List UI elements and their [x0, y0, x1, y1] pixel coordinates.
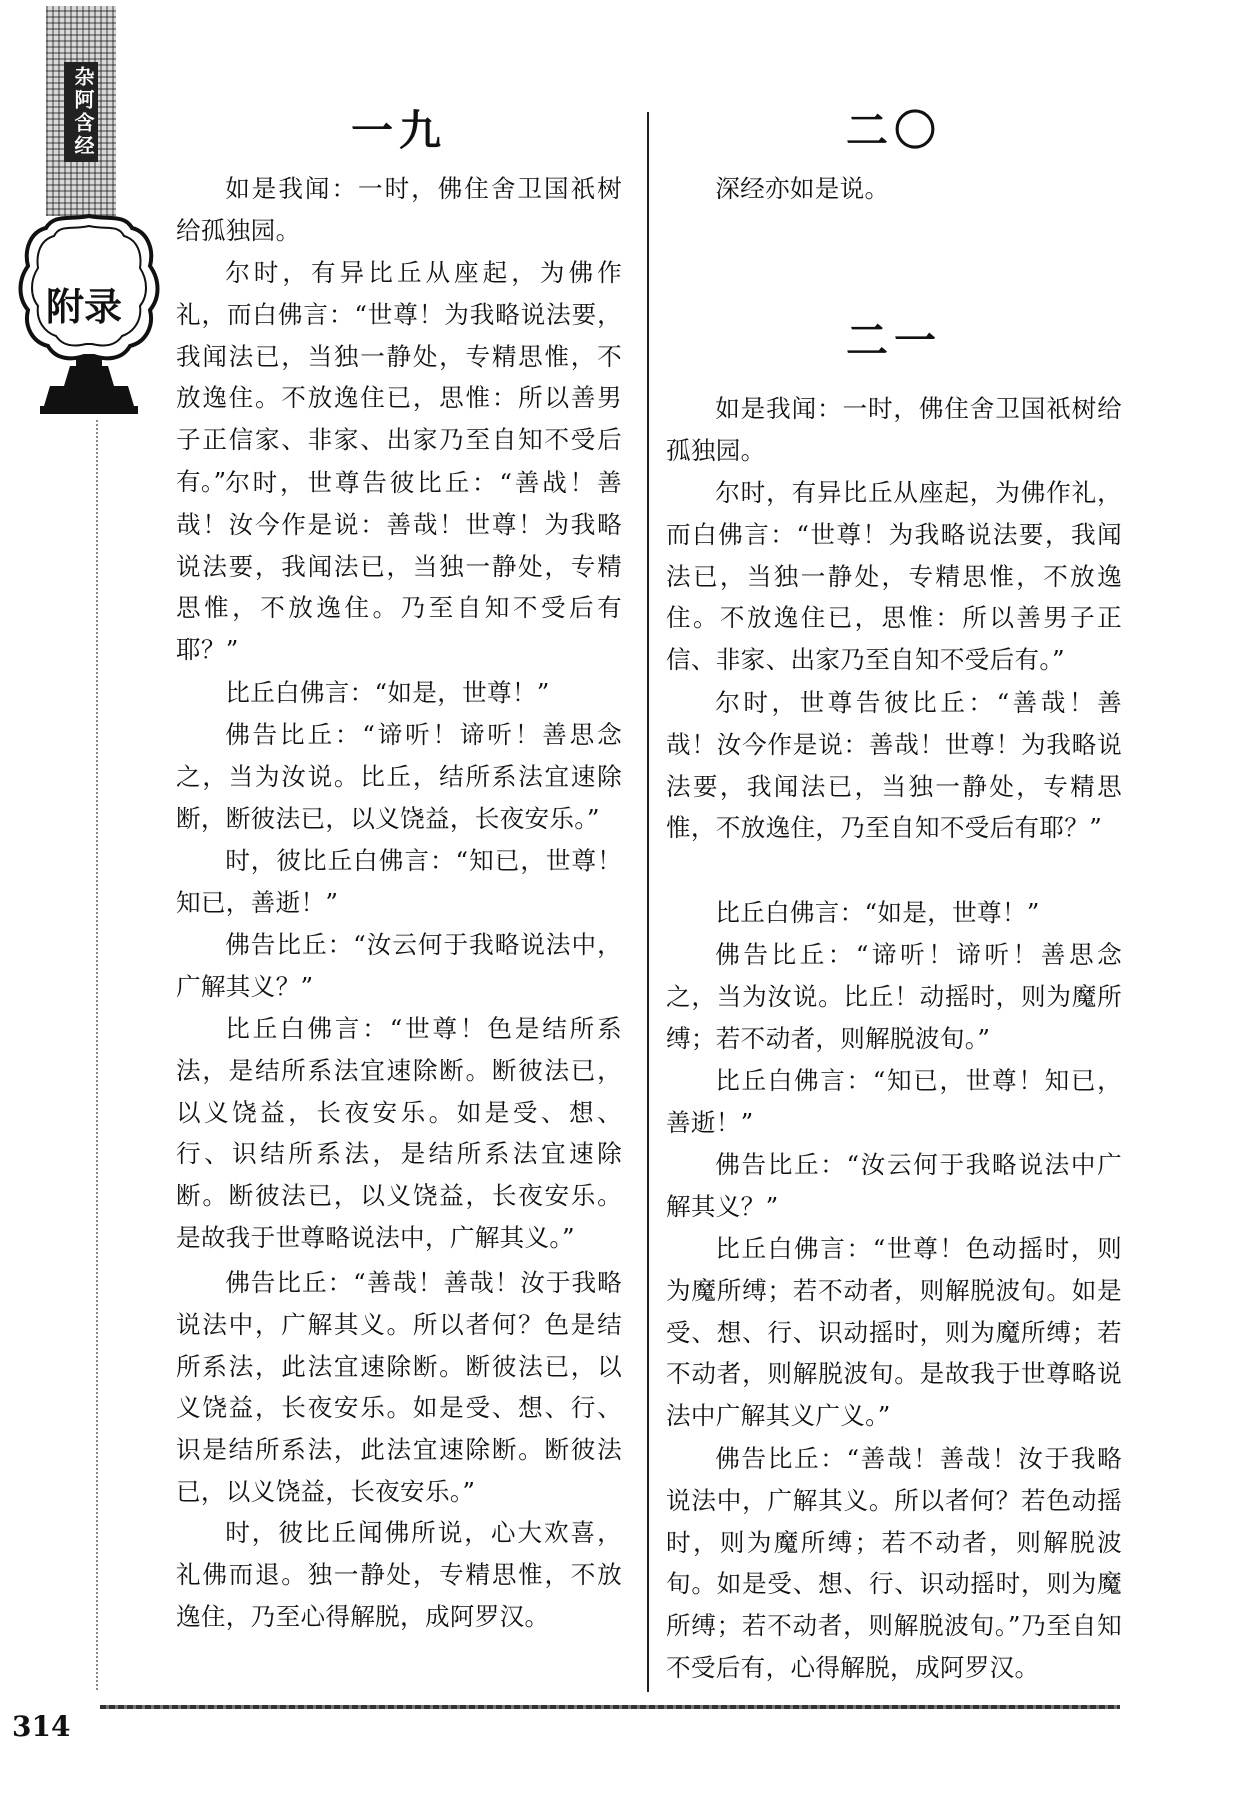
paragraph: 佛告比丘：“谛听！谛听！善思念之，当为汝说。比丘！动摇时，则为魔所缚；若不动者，则解脱波旬。” [666, 940, 1122, 1053]
section-title-21: 二一 [845, 316, 942, 365]
paragraph: 如是我闻：一时，佛住舍卫国祇树给孤独园。 [666, 394, 1122, 465]
section-title-20: 二〇 [845, 106, 942, 155]
column-divider [647, 112, 649, 1692]
paragraph: 深经亦如是说。 [715, 174, 890, 203]
paragraph: 比丘白佛言：“如是，世尊！” [715, 898, 1040, 927]
paragraph: 佛告比丘：“汝云何于我略说法中，广解其义？” [176, 930, 622, 1001]
book-title: 杂阿含经 [64, 62, 98, 162]
footer-rule [100, 1705, 1120, 1709]
section-title-19: 一九 [350, 106, 447, 155]
paragraph: 比丘白佛言：“世尊！色动摇时，则为魔所缚；若不动者，则解脱波旬。如是受、想、行、识动摇时，则为魔所缚；若不动者，则解脱波旬。是故我于世尊略说法中广解其义广义。” [666, 1234, 1122, 1431]
paragraph: 尔时，世尊告彼比丘：“善哉！善哉！汝今作是说：善哉！世尊！为我略说法要，我闻法已，当独一静处，专精思惟，不放逸住，乃至自知不受后有耶？” [666, 688, 1122, 843]
page-number: 314 [12, 1710, 71, 1743]
paragraph: 比丘白佛言：“知已，世尊！知已，善逝！” [666, 1066, 1122, 1137]
appendix-label: 附录 [45, 285, 122, 329]
paragraph: 佛告比丘：“汝云何于我略说法中广解其义？” [666, 1150, 1122, 1221]
paragraph: 时，彼比丘白佛言：“知已，世尊！知已，善逝！” [176, 846, 622, 917]
paragraph: 比丘白佛言：“如是，世尊！” [225, 678, 550, 707]
paragraph: 如是我闻：一时，佛住舍卫国祇树给孤独园。 [176, 174, 622, 245]
paragraph: 佛告比丘：“善哉！善哉！汝于我略说法中，广解其义。所以者何？色是结所系法，此法宜速除断。断彼法已，以义饶益，长夜安乐。如是受、想、行、识是结所系法，此法宜速除断。断彼法已，以义饶益，长夜安乐。” [176, 1268, 622, 1506]
paragraph: 尔时，有异比丘从座起，为佛作礼，而白佛言：“世尊！为我略说法要，我闻法已，当独一静处，专精思惟，不放逸住。不放逸住已，思惟：所以善男子正信家、非家、出家乃至自知不受后有。” [176, 258, 622, 496]
paragraph: 佛告比丘：“谛听！谛听！善思念之，当为汝说。比丘，结所系法宜速除断，断彼法已，以义饶益，长夜安乐。” [176, 720, 622, 833]
paragraph: 时，彼比丘闻佛所说，心大欢喜，礼佛而退。独一静处，专精思惟，不放逸住，乃至心得解脱，成阿罗汉。 [176, 1518, 622, 1631]
paragraph: 比丘白佛言：“世尊！色是结所系法，是结所系法宜速除断。断彼法已，以义饶益，长夜安乐。如是受、想、行、识结所系法，是结所系法宜速除断。断彼法已，以义饶益，长夜安乐。是故我于世尊略说法中，广解其义。” [176, 1014, 622, 1252]
paragraph: 佛告比丘：“善哉！善哉！汝于我略说法中，广解其义。所以者何？若色动摇时，则为魔所缚；若不动者，则解脱波旬。如是受、想、行、识动摇时，则为魔所缚；若不动者，则解脱波旬。”乃至自知不受后有，心得解脱，成阿罗汉。 [666, 1444, 1122, 1682]
paragraph: 尔时，有异比丘从座起，为佛作礼，而白佛言：“世尊！为我略说法要，我闻法已，当独一静处，专精思惟，不放逸住。不放逸住已，思惟：所以善男子正信、非家、出家乃至自知不受后有。” [666, 478, 1122, 675]
margin-dotted-rule [96, 420, 98, 1690]
side-ornament-strip [46, 6, 116, 216]
paragraph: 尔时，世尊告彼比丘：“善战！善哉！汝今作是说：善哉！世尊！为我略说法要，我闻法已，当独一静处，专精思惟，不放逸住。乃至自知不受后有耶？” [176, 468, 622, 665]
